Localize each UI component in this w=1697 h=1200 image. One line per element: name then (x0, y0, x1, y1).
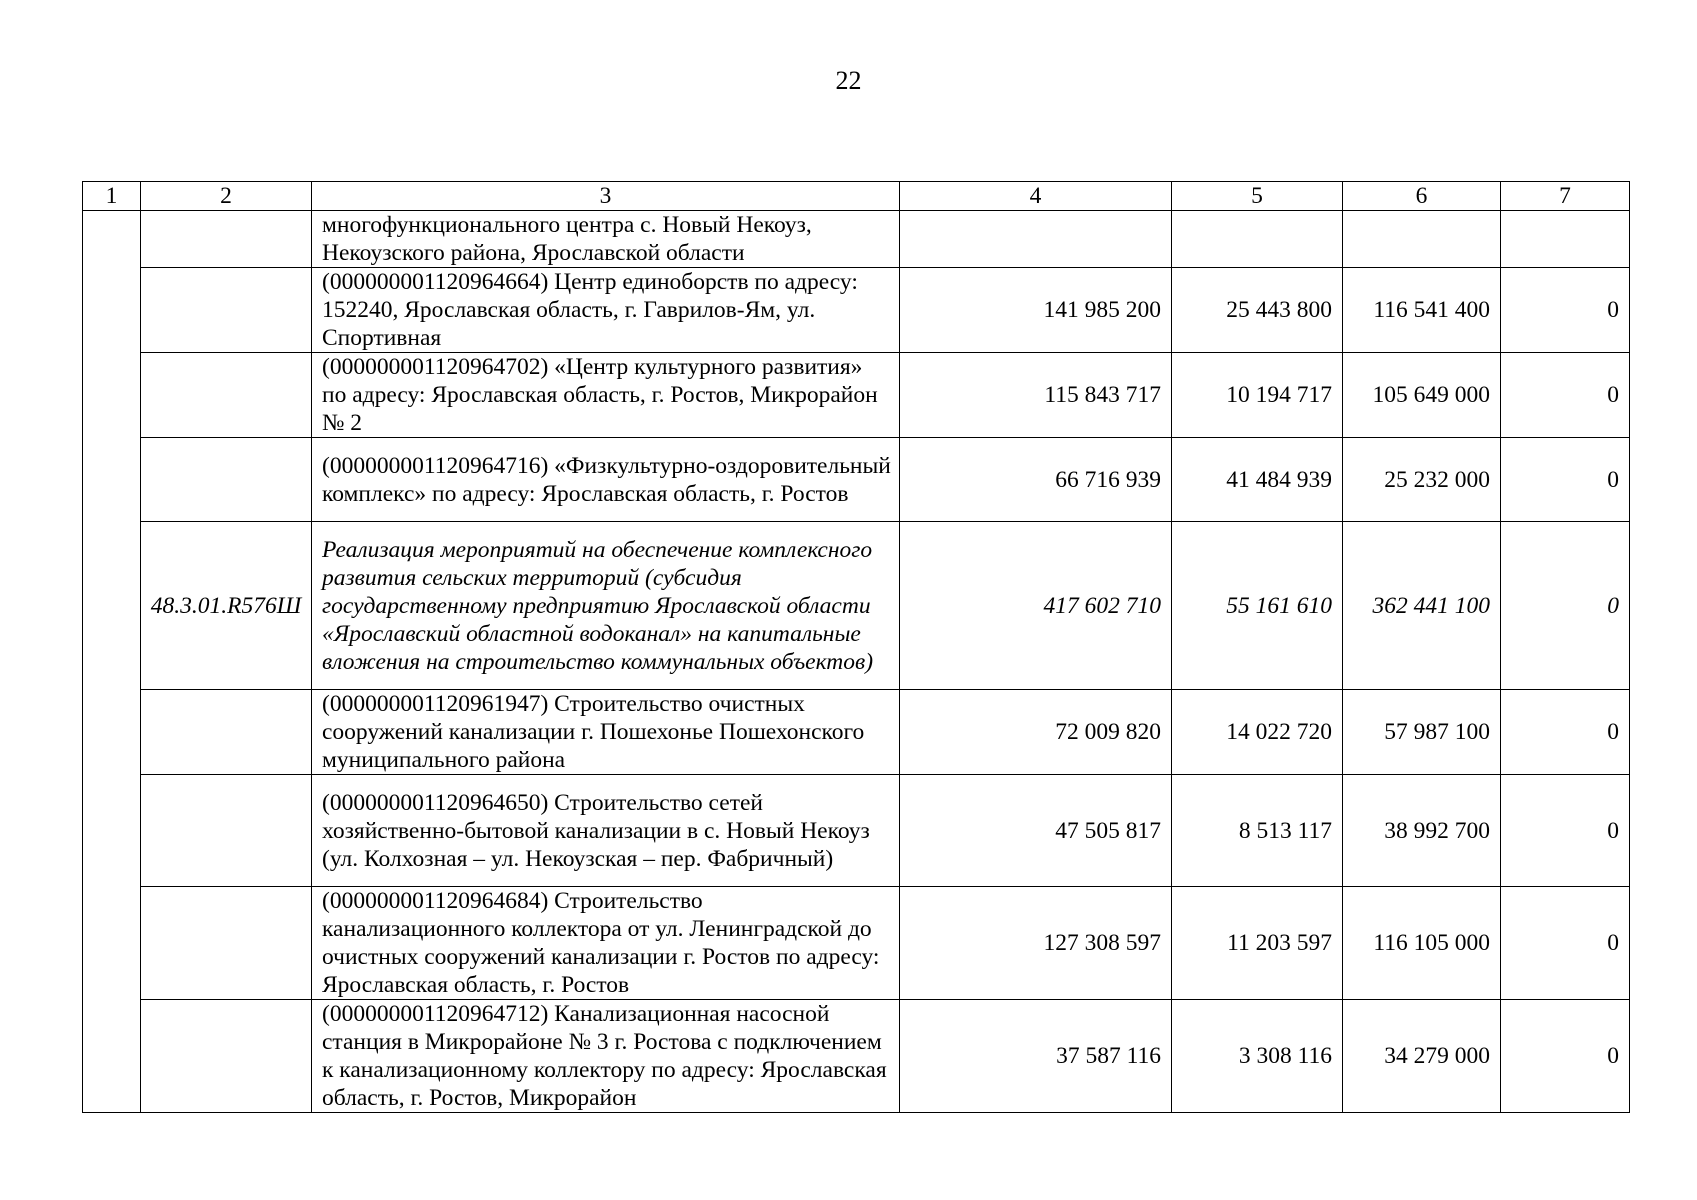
value-col-6: 34 279 000 (1343, 1000, 1501, 1113)
description-cell: (000000001120964712) Канализационная насосной станция в Микрорайоне № 3 г. Ростова с подключением к канализационному коллектору по адресу: Ярославская область, г. Ростов, Микрорайон (312, 1000, 900, 1113)
column-header-6: 6 (1343, 182, 1501, 211)
code-cell (141, 438, 312, 522)
code-cell (141, 887, 312, 1000)
value-col-4 (900, 211, 1172, 268)
value-col-4: 417 602 710 (900, 522, 1172, 690)
value-col-5: 25 443 800 (1172, 268, 1343, 353)
code-cell (141, 775, 312, 887)
page-number: 22 (835, 66, 862, 95)
budget-table (82, 181, 1630, 1113)
value-col-6: 116 541 400 (1343, 268, 1501, 353)
value-col-7: 0 (1501, 887, 1630, 1000)
value-col-5: 11 203 597 (1172, 887, 1343, 1000)
column-header-3: 3 (312, 182, 900, 211)
value-col-7: 0 (1501, 268, 1630, 353)
value-col-7: 0 (1501, 353, 1630, 438)
table-row (83, 353, 1630, 438)
value-col-5: 14 022 720 (1172, 690, 1343, 775)
value-col-7: 0 (1501, 438, 1630, 522)
value-col-6: 38 992 700 (1343, 775, 1501, 887)
description-cell: (000000001120964684) Строительство канализационного коллектора от ул. Ленинградской до очистных сооружений канализации г. Ростов по адресу: Ярославская область, г. Ростов (312, 887, 900, 1000)
value-col-7: 0 (1501, 1000, 1630, 1113)
column-header-5: 5 (1172, 182, 1343, 211)
table-row (83, 887, 1630, 1000)
description-cell: (000000001120964702) «Центр культурного развития» по адресу: Ярославская область, г. Ростов, Микрорайон № 2 (312, 353, 900, 438)
value-col-6: 57 987 100 (1343, 690, 1501, 775)
description-cell: (000000001120964664) Центр единоборств по адресу: 152240, Ярославская область, г. Гаврилов-Ям, ул. Спортивная (312, 268, 900, 353)
column-header-1: 1 (83, 182, 141, 211)
code-cell (141, 353, 312, 438)
value-col-7 (1501, 211, 1630, 268)
description-cell: (000000001120964650) Строительство сетей хозяйственно-бытовой канализации в с. Новый Некоуз (ул. Колхозная – ул. Некоузская – пер. Фабричный) (312, 775, 900, 887)
value-col-5: 8 513 117 (1172, 775, 1343, 887)
column-header-7: 7 (1501, 182, 1630, 211)
description-cell: (000000001120961947) Строительство очистных сооружений канализации г. Пошехонье Пошехонского муниципального района (312, 690, 900, 775)
code-cell (141, 690, 312, 775)
value-col-7: 0 (1501, 522, 1630, 690)
table-row (83, 690, 1630, 775)
column-number-header-row (83, 182, 1630, 211)
value-col-6: 362 441 100 (1343, 522, 1501, 690)
value-col-4: 37 587 116 (900, 1000, 1172, 1113)
code-cell (141, 1000, 312, 1113)
description-cell: многофункционального центра с. Новый Некоуз, Некоузского района, Ярославской области (312, 211, 900, 268)
table-row (83, 775, 1630, 887)
value-col-5: 41 484 939 (1172, 438, 1343, 522)
description-cell: (000000001120964716) «Физкультурно-оздоровительный комплекс» по адресу: Ярославская область, г. Ростов (312, 438, 900, 522)
table-row (83, 268, 1630, 353)
description-cell: Реализация мероприятий на обеспечение комплексного развития сельских территорий (субсидия государственному предприятию Ярославской области «Ярославский областной водоканал» на капитальные вложения на строительство коммунальных объектов) (312, 522, 900, 690)
table-row (83, 1000, 1630, 1113)
column-1-cell (83, 211, 141, 1113)
value-col-5: 3 308 116 (1172, 1000, 1343, 1113)
code-cell: 48.3.01.R576Ш (141, 522, 312, 690)
value-col-5: 10 194 717 (1172, 353, 1343, 438)
value-col-4: 141 985 200 (900, 268, 1172, 353)
column-header-4: 4 (900, 182, 1172, 211)
table-row-italic (83, 522, 1630, 690)
value-col-7: 0 (1501, 690, 1630, 775)
value-col-4: 127 308 597 (900, 887, 1172, 1000)
value-col-6: 25 232 000 (1343, 438, 1501, 522)
column-header-2: 2 (141, 182, 312, 211)
code-cell (141, 211, 312, 268)
value-col-4: 66 716 939 (900, 438, 1172, 522)
code-cell (141, 268, 312, 353)
table-row (83, 211, 1630, 268)
value-col-5 (1172, 211, 1343, 268)
value-col-6: 105 649 000 (1343, 353, 1501, 438)
value-col-6: 116 105 000 (1343, 887, 1501, 1000)
value-col-4: 47 505 817 (900, 775, 1172, 887)
value-col-7: 0 (1501, 775, 1630, 887)
value-col-4: 115 843 717 (900, 353, 1172, 438)
table-row (83, 438, 1630, 522)
value-col-5: 55 161 610 (1172, 522, 1343, 690)
value-col-6 (1343, 211, 1501, 268)
value-col-4: 72 009 820 (900, 690, 1172, 775)
